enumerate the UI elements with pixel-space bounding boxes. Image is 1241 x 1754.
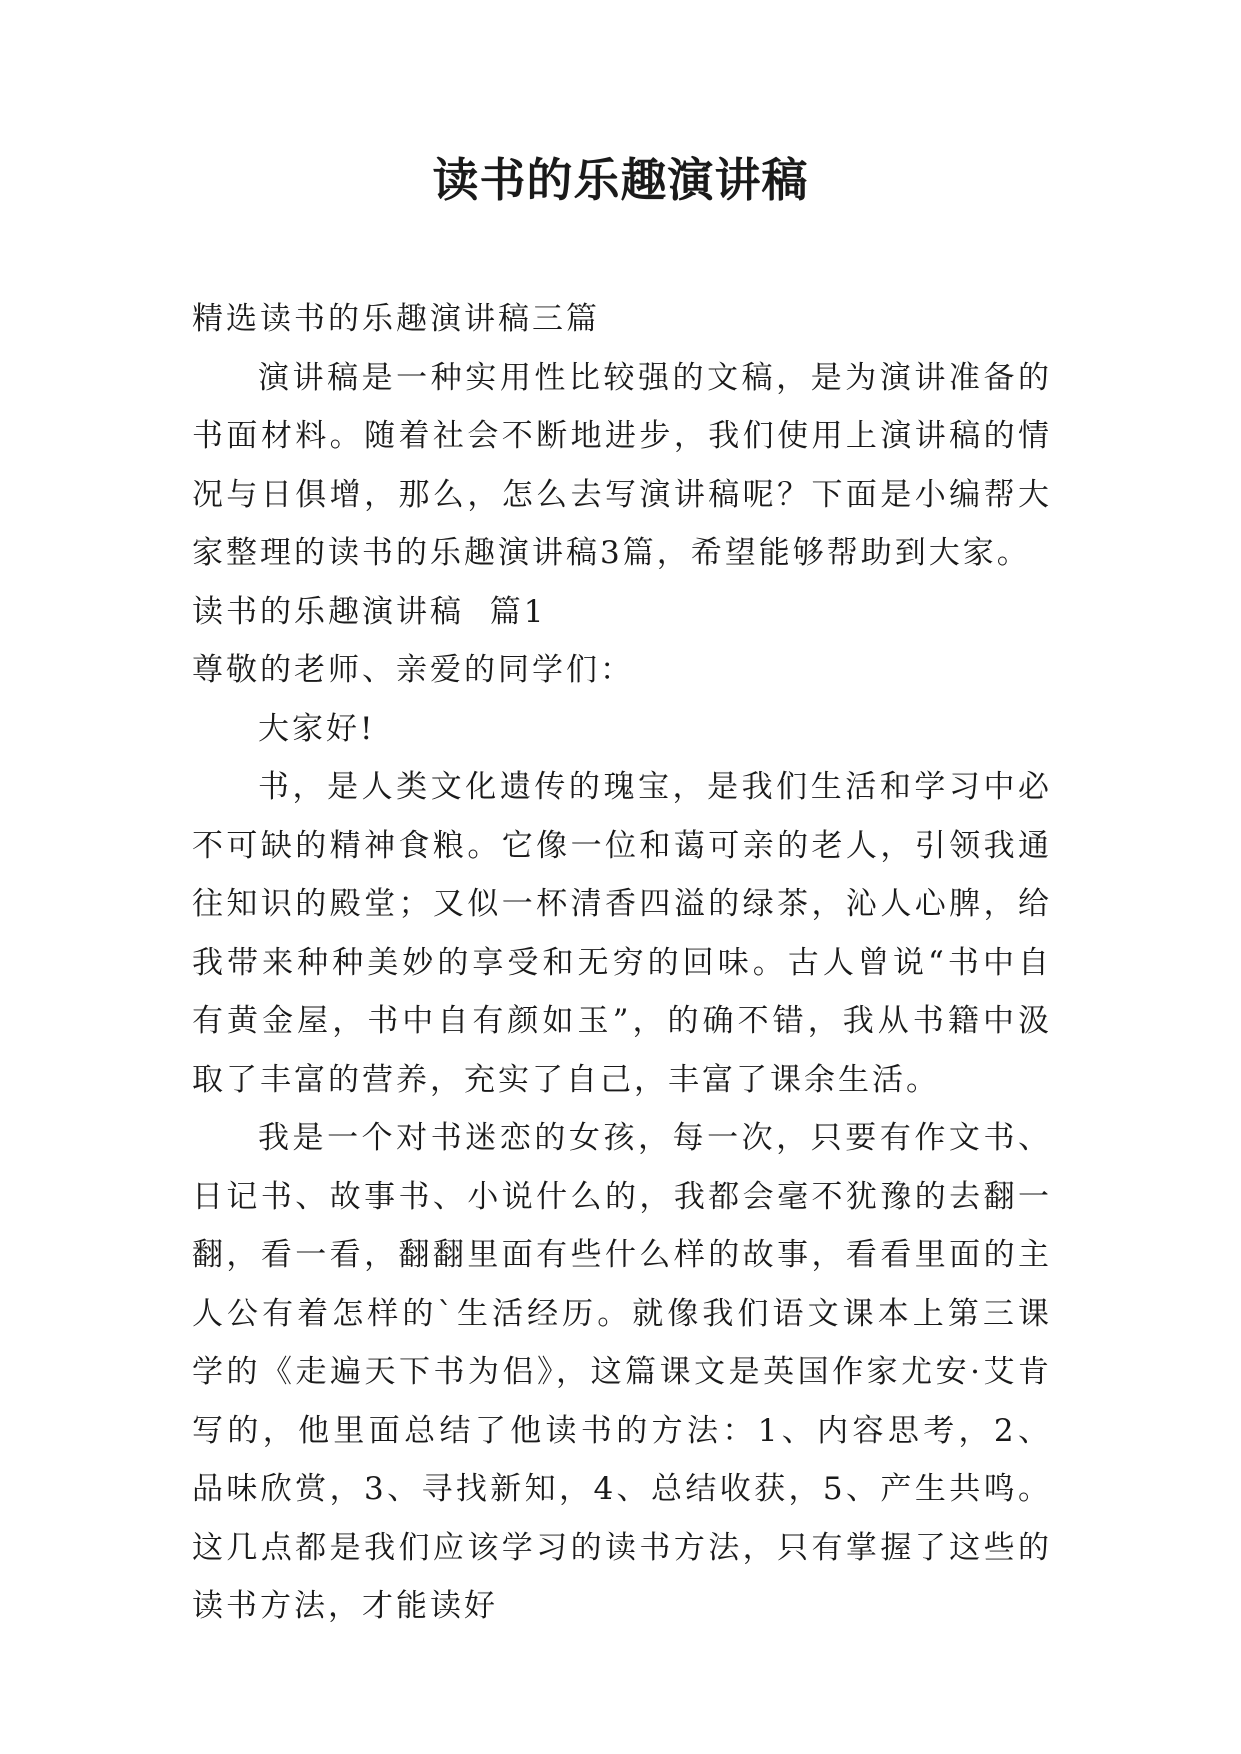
intro-paragraph: 演讲稿是一种实用性比较强的文稿，是为演讲准备的书面材料。随着社会不断地进步，我们使用上演讲稿的情况与日俱增，那么，怎么去写演讲稿呢？下面是小编帮大家整理的读书的乐趣演讲稿3篇，希望能够帮助到大家。 <box>192 359 1052 571</box>
greeting: 大家好! <box>258 710 376 747</box>
document-subtitle: 精选读书的乐趣演讲稿三篇 <box>192 301 600 337</box>
section-heading: 读书的乐趣演讲稿 篇1 <box>192 593 547 630</box>
document-title: 读书的乐趣演讲稿 <box>432 153 809 207</box>
salutation: 尊敬的老师、亲爱的同学们： <box>192 652 634 688</box>
document-body <box>192 290 1052 1636</box>
body-paragraph: 我是一个对书迷恋的女孩，每一次，只要有作文书、日记书、故事书、小说什么的，我都会毫不犹豫的去翻一翻，看一看，翻翻里面有些什么样的故事，看看里面的主人公有着怎样的`生活经历。就像我们语文课本上第三课学的《走遍天下书为侣》，这篇课文是英国作家尤安·艾肯写的，他里面总结了他读书的方法：1、内容思考，2、品味欣赏，3、寻找新知，4、总结收获，5、产生共鸣。这几点都是我们应该学习的读书方法，只有掌握了这些的读书方法，才能读好 <box>192 1120 1052 1624</box>
body-paragraph: 书，是人类文化遗传的瑰宝，是我们生活和学习中必不可缺的精神食粮。它像一位和蔼可亲的老人，引领我通往知识的殿堂；又似一杯清香四溢的绿茶，沁人心脾，给我带来种种美妙的享受和无穷的回味。古人曾说“书中自有黄金屋，书中自有颜如玉”，的确不错，我从书籍中汲取了丰富的营养，充实了自己，丰富了课余生活。 <box>192 769 1052 1098</box>
